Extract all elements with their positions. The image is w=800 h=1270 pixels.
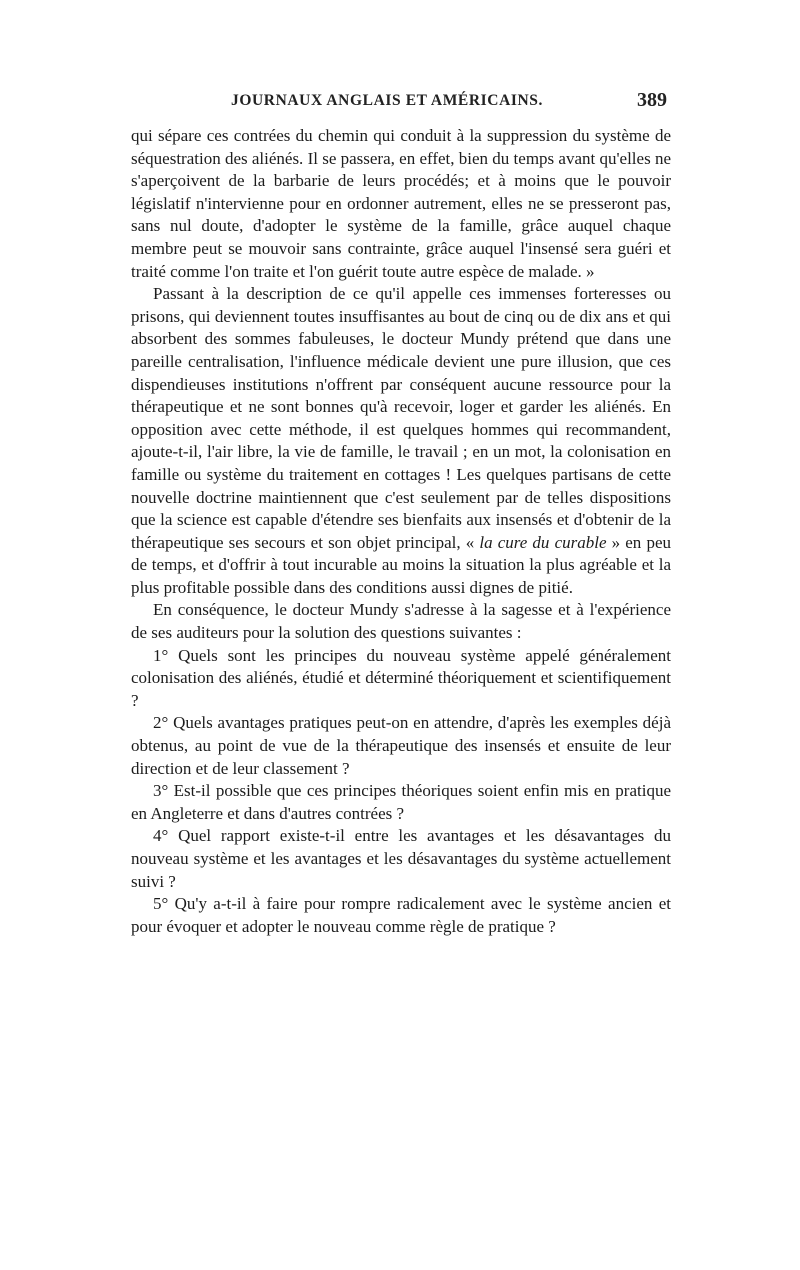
question-4: 4° Quel rapport existe-t-il entre les avantages et les désavantages du nouveau système et les avantages et les désavantages du système actuellement suivi ? [131, 826, 671, 891]
paragraph-consequence: En conséquence, le docteur Mundy s'adresse à la sagesse et à l'expérience de ses auditeurs pour la solution des questions suivantes : [131, 600, 671, 643]
running-title: JOURNAUX ANGLAIS ET AMÉRICAINS. [231, 92, 544, 109]
question-3: 3° Est-il possible que ces principes théoriques soient enfin mis en pratique en Angleterre et dans d'autres contrées ? [131, 781, 671, 823]
quoted-phrase: la cure du curable [479, 532, 607, 552]
question-2: 2° Quels avantages pratiques peut-on en attendre, d'après les exemples déjà obtenus, au point de vue de la thérapeutique des insensés et ensuite de leur direction et de leur classement ? [131, 713, 671, 778]
paragraph-text: Passant à la description de ce qu'il appelle ces immenses forteresses ou prisons, qui deviennent toutes insuffisantes au bout de cinq ou de dix ans et qui absorbent des sommes fabuleuses, le docteur Mundy prétend que dans une pareille centralisation, l'influence médicale devient une pure illusion, que ces dispendieuses institutions n'offrent par conséquent aucune ressource pour la thérapeutique et ne sont bonnes qu'à recevoir, loger et garder les aliénés. En opposition avec cette méthode, il est quelques hommes qui recommandent, ajoute-t-il, l'air libre, la vie de famille, le travail ; en un mot, la colonisation en famille ou système du traitement en cottages ! Les quelques partisans de cette nouvelle doctrine maintiennent que c'est seulement par de telles dispositions que la science est capable d'étendre ses bienfaits aux insensés et d'obtenir de la thérapeutique ses secours et son objet principal, « [131, 284, 671, 552]
running-head [131, 89, 671, 116]
paragraph-mundy-description [131, 283, 671, 599]
paragraph-continuation: qui sépare ces contrées du chemin qui conduit à la suppression du système de séquestration des aliénés. Il se passera, en effet, bien du temps avant qu'elles ne s'aperçoivent de la barbarie de leurs procédés; et à moins que le pouvoir législatif n'intervienne pour en ordonner autrement, elles ne se presseront pas, sans nul doute, d'adopter le système de la famille, grâce auquel chaque membre peut se mouvoir sans contrainte, grâce auquel l'insensé sera guéri et traité comme l'on traite et l'on guérit toute autre espèce de malade. » [131, 126, 671, 281]
question-1: 1° Quels sont les principes du nouveau système appelé généralement colonisation des aliénés, étudié et déterminé théoriquement et scientifiquement ? [131, 645, 671, 710]
page-body [131, 125, 671, 938]
book-page [131, 0, 671, 1270]
question-5: 5° Qu'y a-t-il à faire pour rompre radicalement avec le système ancien et pour évoquer et adopter le nouveau comme règle de pratique ? [131, 894, 671, 936]
page-number: 389 [637, 89, 667, 111]
paragraph-text: » en peu de temps, et d'offrir à tout incurable au moins la situation la plus agréable et la plus profitable possible dans des conditions aussi dignes de pitié. [131, 532, 671, 597]
